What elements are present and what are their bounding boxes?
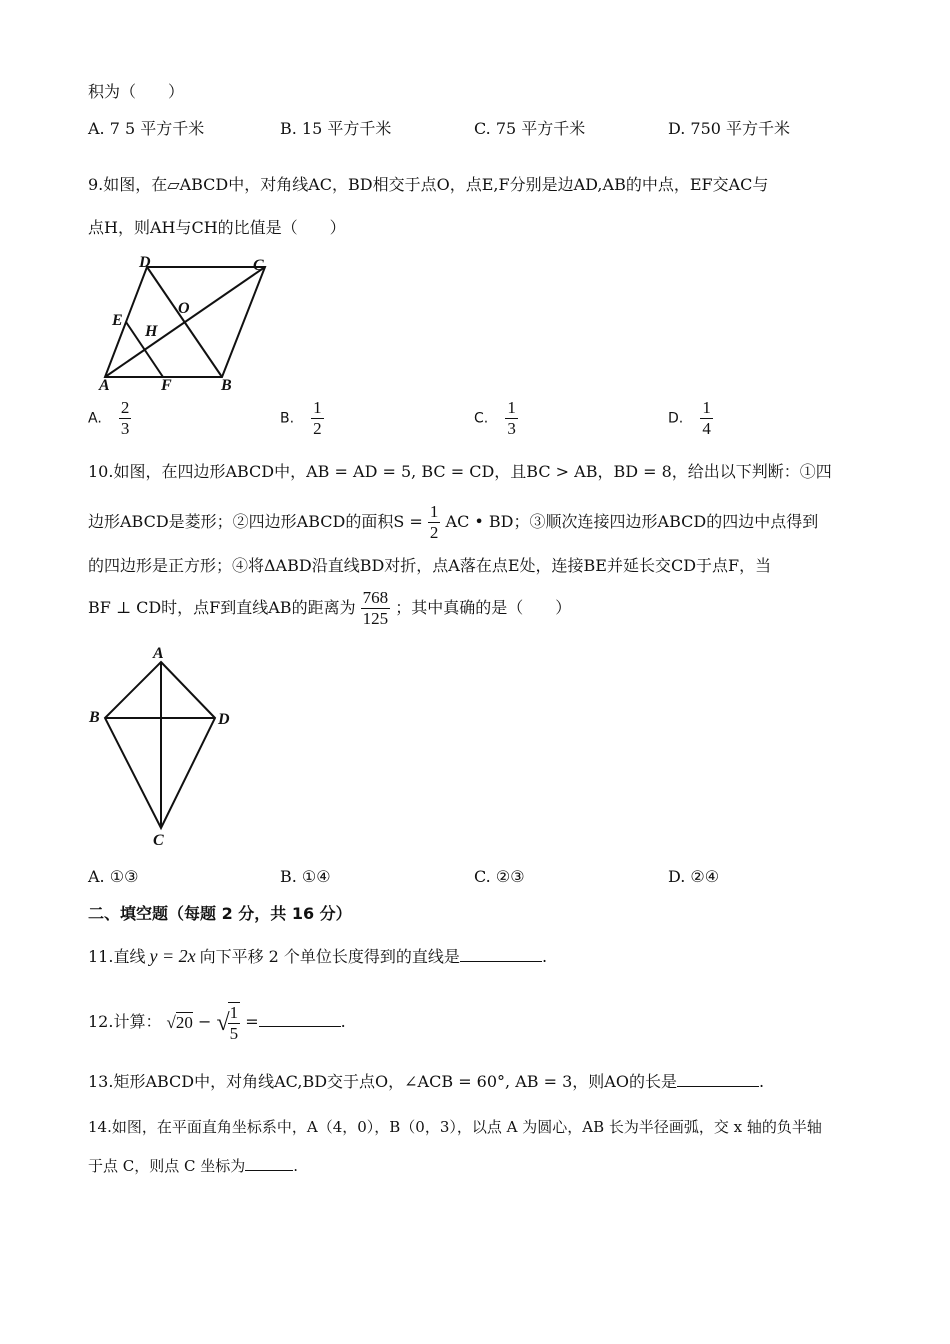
- q9-stem-line2: 点H，则AH与CH的比值是（ ）: [88, 218, 346, 237]
- q13: 13.矩形ABCD中，对角线AC,BD交于点O，∠ACB = 60°, AB = 3，则AO的长是 .: [88, 1072, 765, 1091]
- q9-option-b: B. $\frac{1}{2}$: [280, 398, 322, 438]
- label-d: D: [218, 711, 230, 728]
- label-c: C: [253, 257, 264, 274]
- label-o: O: [178, 300, 190, 317]
- q9-option-c: C. $\frac{1}{3}$: [474, 398, 516, 438]
- q9-option-a: A. $\frac{2}{3}$: [88, 398, 130, 438]
- label-c: C: [153, 832, 164, 849]
- q8-option-a: A. 7 5 平方千米: [88, 119, 205, 138]
- label-b: B: [89, 709, 100, 726]
- label-d: D: [139, 254, 151, 271]
- q12: 12.计算： √20 − √ $\frac{1}{5}$ = .: [88, 1002, 346, 1043]
- label-e: E: [112, 312, 123, 329]
- q10-option-c: C. ②③: [474, 867, 525, 886]
- label-h: H: [145, 323, 158, 340]
- q10-option-a: A. ①③: [88, 867, 139, 886]
- sqrt-fraction: √: [216, 1009, 230, 1036]
- q9-stem-line1: 9.如图，在▱ABCD中，对角线AC，BD相交于点O，点E,F分别是边AD,AB的中点，EF交AC与: [88, 175, 769, 194]
- q10-stem-line4: BF ⊥ CD时，点F到直线AB的距离为 $\frac{768}{125}$ ；其中真确的是（ ）: [88, 588, 572, 628]
- section-heading: 二、填空题（每题 2 分，共 16 分）: [88, 904, 352, 923]
- label-f: F: [161, 377, 172, 394]
- q10-kite-figure: [85, 640, 245, 850]
- q9-parallelogram-figure: [95, 250, 285, 395]
- sqrt-20: √20: [166, 1012, 193, 1032]
- diagonal-bd: [147, 267, 222, 377]
- label-a: A: [153, 645, 164, 662]
- q9-option-d: D. $\frac{1}{4}$: [668, 398, 711, 438]
- q8-option-d: D. 750 平方千米: [668, 119, 791, 138]
- label-a: A: [99, 377, 110, 394]
- q8-option-c: C. 75 平方千米: [474, 119, 586, 138]
- q10-option-b: B. ①④: [280, 867, 331, 886]
- q11: 11.直线 y = 2x 向下平移 2 个单位长度得到的直线是 .: [88, 946, 548, 966]
- q10-stem-line1: 10.如图，在四边形ABCD中，AB = AD = 5, BC = CD，且BC > AB，BD = 8，给出以下判断：①四: [88, 462, 832, 481]
- q14-line2: 于点 C，则点 C 坐标为 .: [88, 1157, 299, 1175]
- q10-stem-line2: 边形ABCD是菱形；②四边形ABCD的面积S = $\frac{1}{2}$ AC • BD；③顺次连接四边形ABCD的四边中点得到: [88, 502, 819, 542]
- q10-stem-line3: 的四边形是正方形；④将ΔABD沿直线BD对折，点A落在点E处，连接BE并延长交CD于点F，当: [88, 556, 772, 575]
- q8-stem-tail: 积为（ ）: [88, 82, 185, 101]
- q14-line1: 14.如图，在平面直角坐标系中，A（4，0），B（0，3），以点 A 为圆心，AB 长为半径画弧，交 x 轴的负半轴: [88, 1118, 822, 1136]
- q10-option-d: D. ②④: [668, 867, 720, 886]
- label-b: B: [221, 377, 232, 394]
- q8-option-b: B. 15 平方千米: [280, 119, 392, 138]
